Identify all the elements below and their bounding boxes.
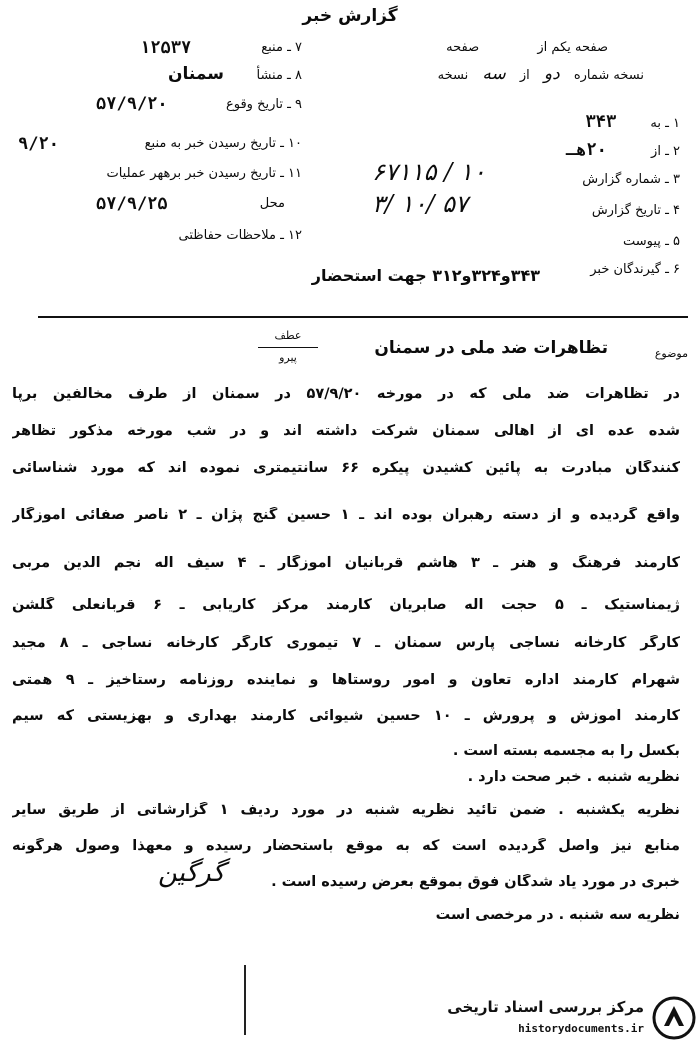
document-title: گزارش خبر: [302, 6, 398, 26]
body-line-6: ژیمناستیک ـ ۵ حجت اله صابریان کارمند مرکز کاریابی ـ ۶ قربانعلی گلشن: [12, 597, 680, 613]
field-origin: [256, 68, 302, 83]
copy-number-value: دو: [543, 64, 560, 84]
field-receipt-ops-label: ۱۱ ـ تاریخ رسیدن خبر برههر عملیات: [106, 166, 302, 181]
field-report-number: [582, 172, 680, 187]
field-receipt-source-label: ۱۰ ـ تاریخ رسیدن خبر به منبع: [144, 136, 302, 151]
field-occurrence-date: [226, 97, 302, 112]
field-origin-value: سمنان: [168, 64, 224, 84]
watermark-url: historydocuments.ir: [518, 1022, 644, 1035]
copy-total-value: سه: [482, 64, 506, 84]
field-attachment: [623, 234, 680, 249]
field-to-value: ۳۴۳: [585, 112, 617, 132]
field-occurrence-date-label: ۹ ـ تاریخ وقوع: [225, 97, 302, 112]
ref-divider: [258, 347, 318, 348]
body-line-3: کنندگان مبادرت به پائین کشیدن پیکره ۶۶ سانتیمتری نموده اند که مورد شناسائی: [12, 460, 680, 476]
copy-number-label: نسخه شماره: [573, 68, 644, 83]
field-from-label: ۲ ـ از: [651, 144, 680, 159]
field-receipt-ops-place: محل: [259, 196, 285, 211]
field-source-label: ۷ ـ منبع: [261, 40, 302, 55]
body-line-15: نظریه سه شنبه . در مرخصی است: [435, 907, 680, 923]
page-number-label: صفحه یکم از: [537, 40, 608, 55]
recipients-line: ۳۴۳و۳۲۴و۳۱۲ جهت استحضار: [311, 266, 540, 285]
report-number-handwritten: ۶۷۱۱۵ / ۱۰: [372, 158, 486, 186]
field-origin-label: ۸ ـ منشأ: [256, 68, 302, 83]
body-line-8: شهرام کارمند اداره تعاون و امور روستاها و نماینده روزنامه رستاخیز ـ ۹ همتی: [12, 672, 680, 688]
body-line-7: کارگر کارخانه نساجی پارس سمنان ـ ۷ تیموری کارگر کارخانه نساجی ـ ۸ مجید: [12, 635, 680, 651]
field-from-value: ۲۰هـ: [565, 140, 607, 160]
field-source: [261, 40, 302, 55]
field-to: [585, 112, 680, 132]
watermark-name: مرکز بررسی اسناد تاریخی: [447, 998, 644, 1016]
copy-of-label: از: [519, 68, 530, 83]
field-report-date: [592, 203, 680, 218]
archive-logo-icon: [652, 996, 696, 1040]
signature: گرگین: [158, 858, 225, 888]
field-recipients-label: ۶ ـ گیرندگان خبر: [590, 262, 680, 277]
body-line-14: خبری در مورد یاد شدگان فوق بموقع بعرض رسیده است .: [271, 874, 680, 890]
field-receipt-source: [145, 136, 302, 151]
page-number-tail: صفحه: [446, 40, 480, 55]
field-source-value: ۱۲۵۳۷: [140, 38, 192, 58]
field-from: [566, 140, 680, 160]
report-date-handwritten: ۳/ ۱۰/ ۵۷: [372, 190, 468, 218]
copy-number-field: [438, 64, 644, 84]
subject-label: موضوع: [654, 347, 688, 360]
body-line-10: بکسل را به مجسمه بسته است .: [452, 743, 680, 759]
body-line-5: کارمند فرهنگ و هنر ـ ۳ هاشم قربانیان آموزگار ـ ۴ سیف اله نجم الدین مربی: [12, 555, 680, 571]
copy-tail-label: نسخه: [437, 68, 469, 83]
field-receipt-ops: [106, 166, 302, 181]
header-divider: [38, 316, 688, 318]
body-line-4: واقع گردیده و از دسته رهبران بوده اند ـ ۱ حسین گنج پژان ـ ۲ ناصر صفائی آموزگار: [12, 507, 680, 523]
field-report-date-label: ۴ ـ تاریخ گزارش: [591, 203, 680, 218]
body-line-11: نظریه شنبه . خبر صحت دارد .: [467, 769, 680, 785]
field-recipients: [590, 262, 680, 277]
body-line-12: نظریه یکشنبه . ضمن تائید نظریه شنبه در مورد ردیف ۱ گزارشاتی از طریق سایر: [12, 802, 680, 818]
body-line-9: کارمند آموزش و پرورش ـ ۱۰ حسین شیوائی کارمند بهداری و بهزیستی که سیم: [12, 708, 680, 724]
field-security-notes: [179, 228, 302, 243]
field-receipt-ops-value: ۵۷/۹/۲۵: [96, 194, 168, 214]
field-to-label: ۱ ـ به: [650, 116, 680, 131]
ref-top: عطف: [274, 329, 302, 342]
field-receipt-source-value: ۹/۲۰: [18, 134, 59, 154]
body-line-1: در تظاهرات ضد ملی که در مورخه ۵۷/۹/۲۰ در سمنان از طرف مخالفین برپا: [12, 386, 680, 402]
body-line-13: منابع نیز واصل گردیده است که به موقع باستحضار رسیده و معهذا وصول هرگونه: [12, 838, 680, 854]
ref-bottom: پیرو: [279, 351, 297, 364]
margin-bracket: [244, 965, 246, 1035]
subject-text: تظاهرات ضد ملی در سمنان: [374, 338, 608, 358]
body-line-2: شده عده ای از اهالی سمنان شرکت داشته اند و در شب مورخه مذکور تظاهر: [12, 423, 680, 439]
watermark: [412, 990, 700, 1046]
field-security-notes-label: ۱۲ ـ ملاحظات حفاظتی: [178, 228, 302, 243]
field-occurrence-date-value: ۵۷/۹/۲۰: [96, 94, 168, 114]
page-number-field: [446, 40, 608, 55]
field-attachment-label: ۵ ـ پیوست: [623, 234, 680, 249]
field-report-number-label: ۳ ـ شماره گزارش: [582, 172, 680, 187]
